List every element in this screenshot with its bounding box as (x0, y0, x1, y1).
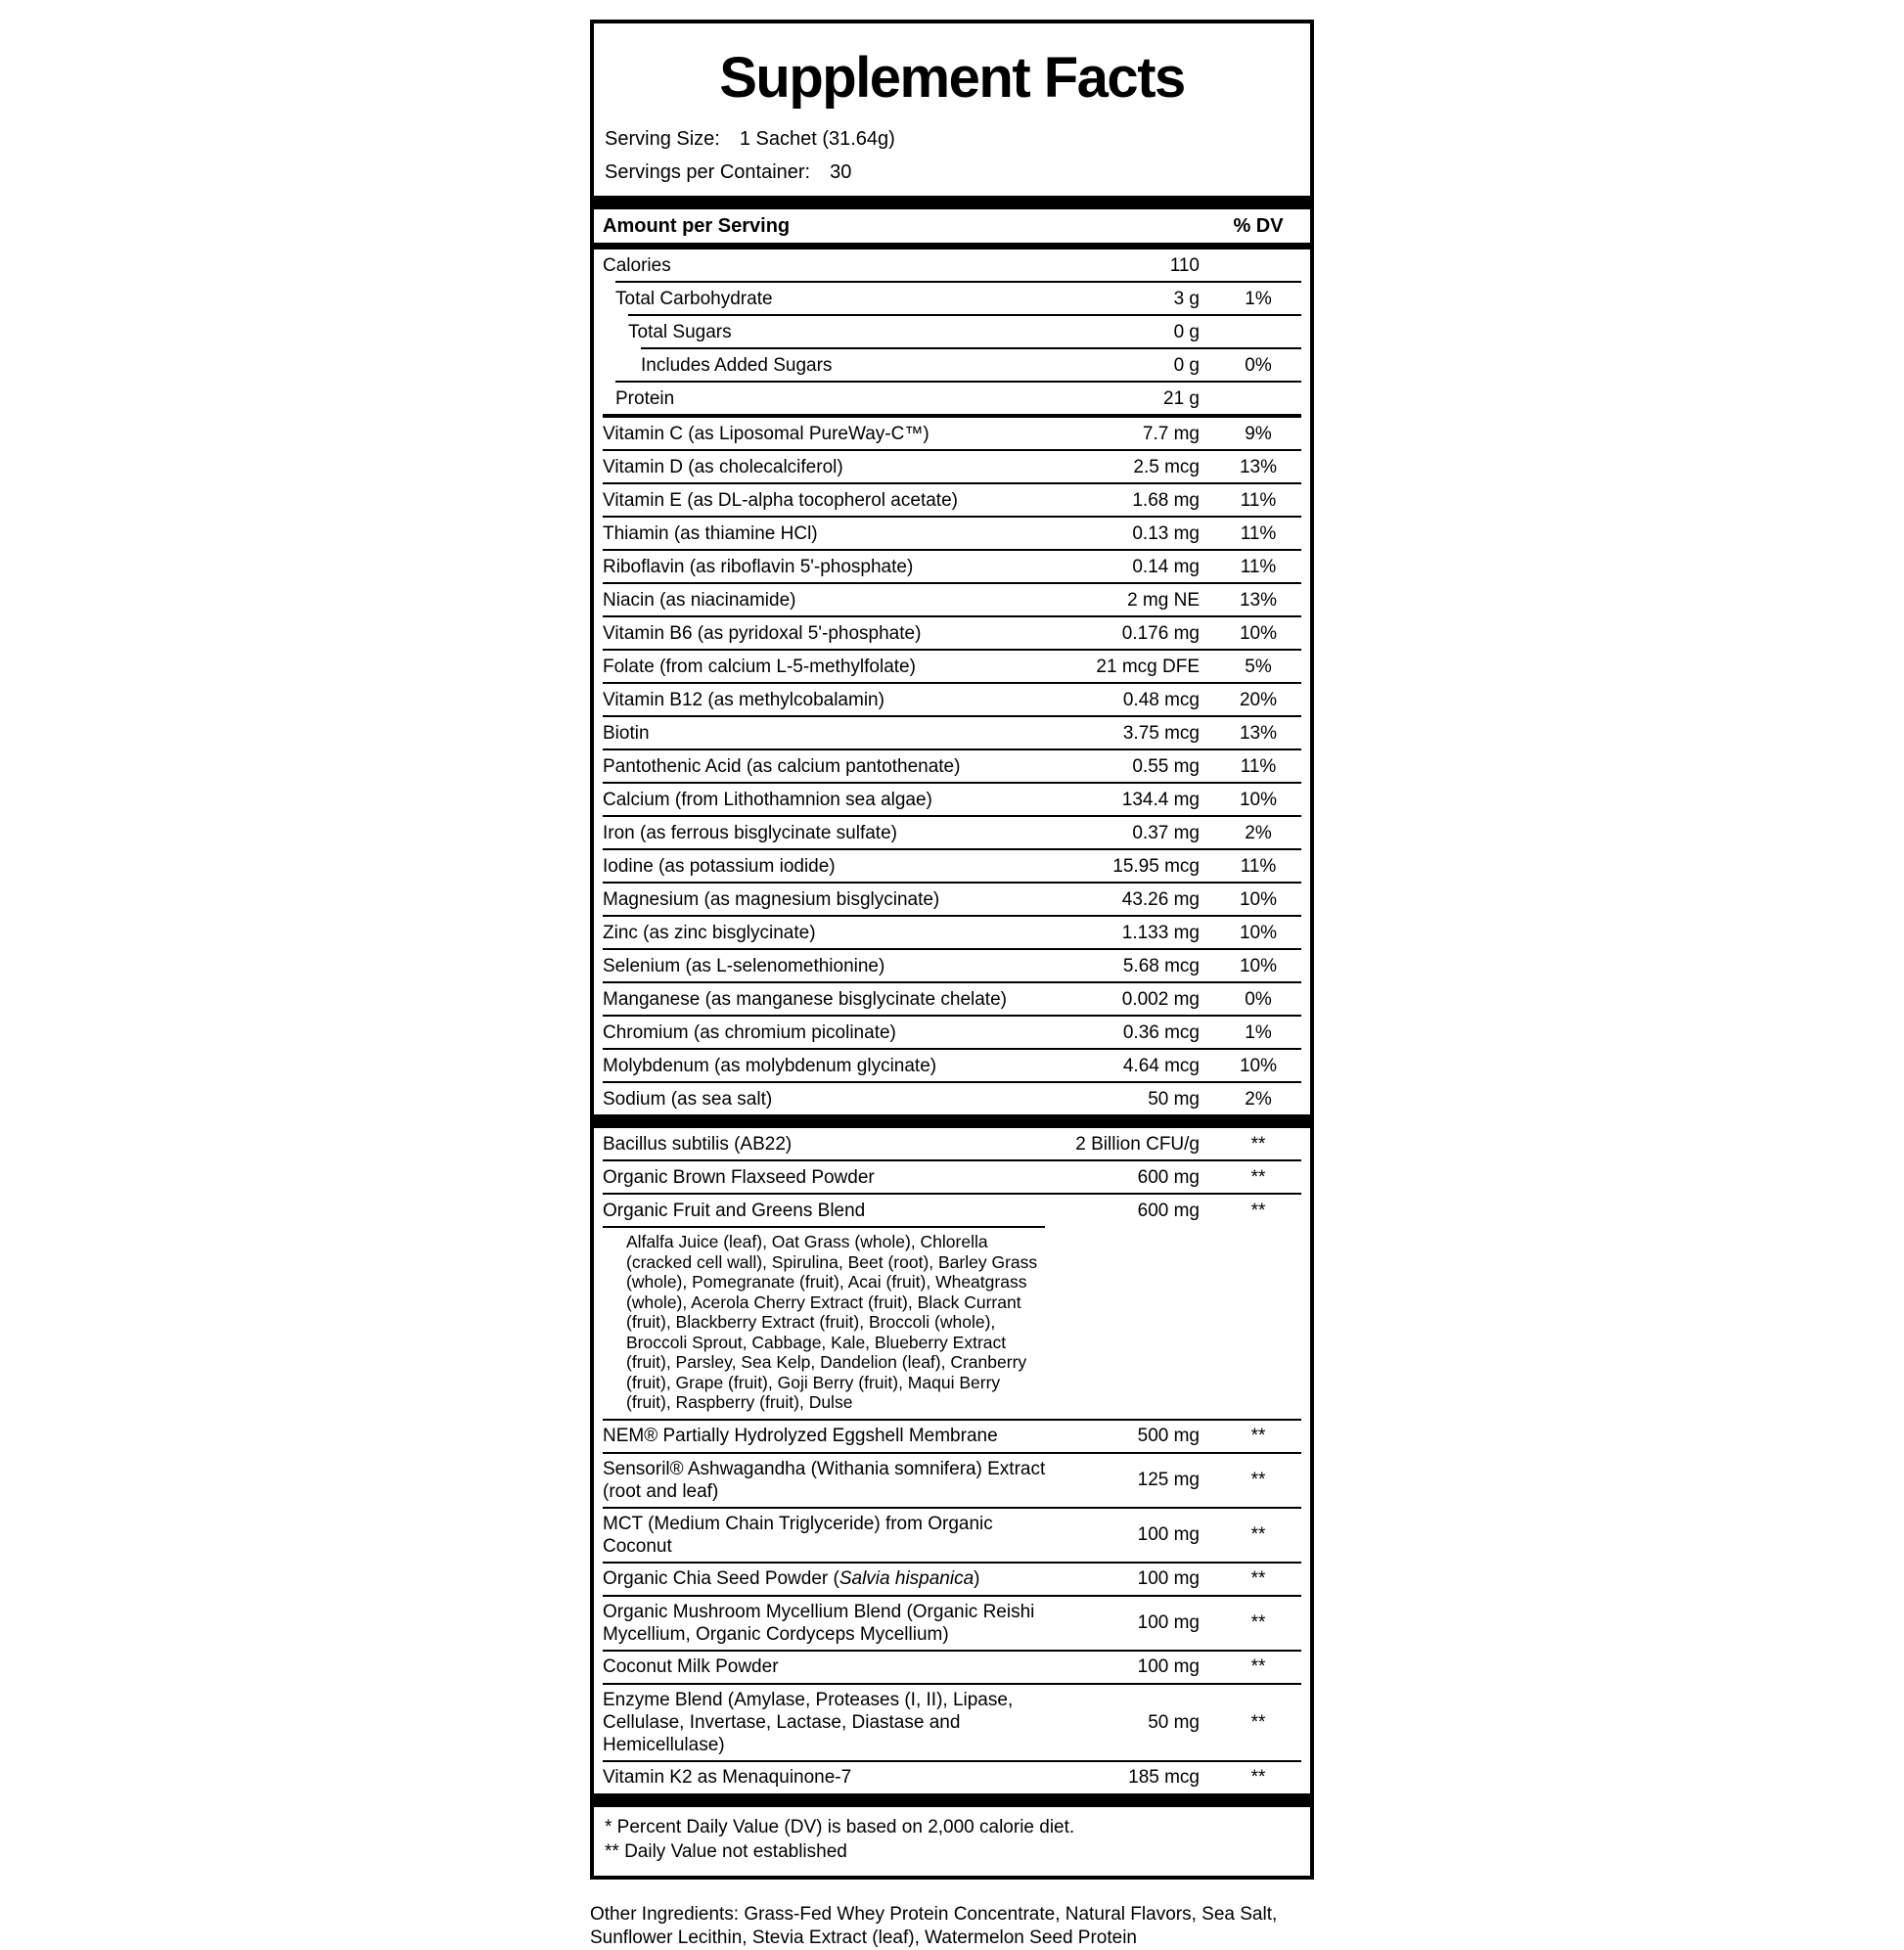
nutrient-amount: 0.48 mcg (1122, 689, 1200, 710)
nutrient-name: Pantothenic Acid (as calcium pantothenate) (603, 755, 961, 777)
panel-title: Supplement Facts (719, 46, 1185, 110)
nutrient-dv: 5% (1245, 656, 1272, 677)
table-header (603, 209, 1301, 243)
other-ingredients: Other Ingredients: Grass-Fed Whey Protein Concentrate, Natural Flavors, Sea Salt, Sunflower Lecithin, Stevia Extract (leaf), Watermelon Seed Protein (590, 1903, 1278, 1948)
amount-per-serving-header: Amount per Serving (603, 214, 791, 237)
nutrient-dv: ** (1250, 1767, 1266, 1788)
table-row (603, 249, 1301, 281)
nutrient-name: Protein (615, 387, 675, 409)
nutrient-dv: ** (1250, 1711, 1266, 1733)
separator-bar-header (594, 243, 1310, 249)
nutrient-dv: ** (1250, 1612, 1266, 1633)
table-row (628, 314, 1301, 347)
table-row (603, 1159, 1301, 1193)
nutrient-name: Coconut Milk Powder (603, 1656, 779, 1677)
table-row (603, 1015, 1301, 1048)
nutrient-name: Magnesium (as magnesium bisglycinate) (603, 888, 940, 910)
nutrient-amount: 4.64 mcg (1122, 1055, 1200, 1076)
nutrient-name: Thiamin (as thiamine HCl) (603, 522, 818, 544)
table-row (603, 1081, 1301, 1114)
nutrient-dv: 20% (1239, 689, 1278, 710)
nutrient-name: Organic Mushroom Mycellium Blend (Organic Reishi Mycellium, Organic Cordyceps Mycellium) (603, 1601, 1035, 1645)
separator-bar-top (594, 196, 1310, 209)
nutrient-amount: 1.133 mg (1121, 922, 1200, 943)
nutrient-name: NEM® Partially Hydrolyzed Eggshell Membrane (603, 1426, 998, 1446)
table-row (603, 682, 1301, 715)
nutrient-dv: 11% (1240, 755, 1277, 777)
nutrient-dv: 10% (1239, 789, 1278, 810)
serving-size-value: 1 Sachet (31.64g) (739, 128, 895, 150)
nutrient-amount: 0.002 mg (1121, 988, 1200, 1010)
nutrient-name: Niacin (as niacinamide) (603, 589, 796, 611)
nutrient-amount: 3 g (1173, 288, 1200, 309)
nutrient-amount: 100 mg (1137, 1568, 1200, 1589)
serving-size-label: Serving Size: (605, 128, 720, 150)
separator-bar-bottom (594, 1793, 1310, 1807)
nutrient-dv: 13% (1239, 456, 1278, 477)
table-row (603, 549, 1301, 582)
supplement-facts-panel (590, 20, 1314, 1880)
nutrient-dv: ** (1250, 1166, 1266, 1188)
table-row (603, 482, 1301, 516)
nutrient-dv: 10% (1239, 1055, 1278, 1076)
nutrient-amount: 7.7 mg (1142, 423, 1200, 444)
nutrient-amount: 100 mg (1137, 1656, 1200, 1677)
footnote-not-established: ** Daily Value not established (605, 1840, 847, 1862)
table-row (603, 715, 1301, 748)
nutrient-amount: 50 mg (1148, 1088, 1200, 1110)
nutrient-amount: 5.68 mcg (1122, 955, 1200, 976)
nutrient-name: Folate (from calcium L-5-methylfolate) (603, 656, 916, 677)
table-row (603, 1452, 1301, 1507)
percent-dv-header: % DV (1233, 214, 1284, 237)
table-row (603, 582, 1301, 615)
nutrient-dv: 11% (1240, 522, 1277, 544)
nutrient-name: Total Carbohydrate (615, 288, 773, 309)
servings-per-container-label: Servings per Container: (605, 161, 811, 183)
nutrient-amount: 134.4 mg (1121, 789, 1200, 810)
nutrient-amount: 125 mg (1137, 1470, 1200, 1490)
footnote-percent-dv: * Percent Daily Value (DV) is based on 2,000 calorie diet. (605, 1816, 1075, 1837)
nutrient-amount: 0 g (1173, 321, 1200, 342)
nutrient-dv: 13% (1239, 722, 1278, 744)
nutrient-dv: 11% (1240, 556, 1277, 577)
nutrient-name: Organic Brown Flaxseed Powder (603, 1166, 875, 1188)
nutrient-amount: 21 g (1163, 387, 1200, 409)
table-row (603, 1419, 1301, 1452)
nutrient-name: Sodium (as sea salt) (603, 1088, 773, 1110)
table-row (603, 782, 1301, 815)
table-row (603, 981, 1301, 1015)
nutrient-name: Organic Chia Seed Powder (Salvia hispanica) (603, 1568, 980, 1589)
nutrient-dv: 9% (1245, 423, 1272, 444)
nutrient-amount: 600 mg (1137, 1166, 1200, 1188)
nutrient-dv: 11% (1240, 855, 1277, 877)
nutrient-amount: 0.13 mg (1132, 522, 1200, 544)
nutrient-name: Bacillus subtilis (AB22) (603, 1133, 793, 1155)
table-row (603, 1128, 1301, 1159)
table-row (603, 414, 1301, 449)
nutrient-dv: 0% (1245, 988, 1272, 1010)
blend-ingredients-paragraph: Alfalfa Juice (leaf), Oat Grass (whole), Chlorella (cracked cell wall), Spirulina, Beet (root), Barley Grass (whole), Pomegranate (fruit), Acai (fruit), Wheatgrass (whole), Acerola Cherry Extract (fruit), Black Currant (fruit), Blackberry Extract (fruit), Broccoli (whole), Broccoli Sprout, Cabbage, Kale, Blueberry Extract (fruit), Parsley, Sea Kelp, Dandelion (leaf), Cranberry (fruit), Grape (fruit), Goji Berry (fruit), Maqui Berry (fruit), Raspberry (fruit), Dulse (603, 1226, 1045, 1419)
nutrient-name: Vitamin E (as DL-alpha tocopherol acetate) (603, 489, 958, 511)
nutrient-amount: 500 mg (1137, 1426, 1200, 1446)
nutrient-name: Calcium (from Lithothamnion sea algae) (603, 789, 932, 810)
nutrient-name: Enzyme Blend (Amylase, Proteases (I, II), Lipase, Cellulase, Invertase, Lactase, Diastase and Hemicellulase) (603, 1689, 1014, 1755)
nutrient-name: Organic Fruit and Greens Blend (603, 1200, 866, 1221)
nutrient-dv: 1% (1245, 288, 1272, 309)
table-row (603, 615, 1301, 649)
separator-bar-mid (594, 1114, 1310, 1128)
nutrient-dv: 10% (1239, 922, 1278, 943)
nutrient-name: Calories (603, 254, 671, 276)
nutrient-name: Includes Added Sugars (641, 354, 833, 376)
nutrient-name: Sensoril® Ashwagandha (Withania somnifera) Extract (root and leaf) (603, 1458, 1046, 1502)
nutrient-dv: 1% (1245, 1021, 1272, 1043)
nutrient-amount: 2.5 mcg (1133, 456, 1200, 477)
nutrient-name: Iron (as ferrous bisglycinate sulfate) (603, 822, 897, 843)
servings-per-container-value: 30 (830, 161, 852, 183)
nutrient-name: Vitamin C (as Liposomal PureWay-C™) (603, 423, 929, 444)
nutrient-dv: 10% (1239, 622, 1278, 644)
table-row (641, 347, 1301, 381)
table-row (603, 1507, 1301, 1562)
nutrient-amount: 15.95 mcg (1112, 855, 1200, 877)
nutrient-amount: 0.37 mg (1132, 822, 1200, 843)
nutrient-amount: 100 mg (1137, 1524, 1200, 1545)
nutrient-amount: 0 g (1173, 354, 1200, 376)
footnotes (603, 1807, 1301, 1876)
nutrient-dv: ** (1250, 1524, 1266, 1545)
nutrient-amount: 50 mg (1148, 1711, 1200, 1733)
nutrient-amount: 43.26 mg (1121, 888, 1200, 910)
nutrient-name: Zinc (as zinc bisglycinate) (603, 922, 816, 943)
nutrient-name: Vitamin D (as cholecalciferol) (603, 456, 843, 477)
table-row (603, 748, 1301, 782)
nutrient-dv: 11% (1240, 489, 1277, 511)
nutrient-amount: 0.36 mcg (1122, 1021, 1200, 1043)
table-row (603, 1193, 1301, 1226)
table-row (603, 948, 1301, 981)
table-row (603, 1760, 1301, 1793)
table-row (603, 1683, 1301, 1760)
nutrient-amount: 110 (1169, 254, 1200, 276)
nutrient-amount: 0.55 mg (1132, 755, 1200, 777)
table-row (603, 1650, 1301, 1683)
nutrient-dv: ** (1250, 1133, 1266, 1155)
label-column (590, 0, 1314, 1950)
table-row (603, 882, 1301, 915)
nutrient-name: Biotin (603, 722, 650, 744)
table-row (603, 449, 1301, 482)
nutrient-name: Chromium (as chromium picolinate) (603, 1021, 896, 1043)
nutrient-amount: 1.68 mg (1132, 489, 1200, 511)
table-row (603, 815, 1301, 848)
serving-size-line (603, 122, 1301, 156)
nutrient-dv: ** (1250, 1470, 1266, 1490)
table-row (603, 915, 1301, 948)
nutrient-amount: 2 mg NE (1127, 589, 1200, 611)
nutrient-dv: 13% (1239, 589, 1278, 611)
table-row (603, 649, 1301, 682)
servings-per-container-line (603, 156, 1301, 189)
table-row (603, 1048, 1301, 1081)
nutrient-name: Vitamin B6 (as pyridoxal 5'-phosphate) (603, 622, 922, 644)
nutrient-amount: 185 mcg (1128, 1767, 1200, 1788)
nutrient-dv: 10% (1239, 888, 1278, 910)
nutrient-dv: ** (1250, 1656, 1266, 1677)
table-row (603, 1562, 1301, 1595)
table-row (603, 848, 1301, 882)
nutrient-name: Iodine (as potassium iodide) (603, 855, 836, 877)
nutrient-dv: ** (1250, 1200, 1266, 1221)
table-row (603, 516, 1301, 549)
nutrient-amount: 100 mg (1137, 1612, 1200, 1633)
nutrient-name: Vitamin K2 as Menaquinone-7 (603, 1767, 852, 1788)
nutrient-name: Total Sugars (628, 321, 732, 342)
nutrient-amount: 0.176 mg (1121, 622, 1200, 644)
nutrient-dv: 10% (1239, 955, 1278, 976)
nutrient-dv: 0% (1245, 354, 1272, 376)
nutrient-table (603, 249, 1301, 1793)
nutrient-amount: 600 mg (1137, 1200, 1200, 1221)
nutrient-dv: ** (1250, 1568, 1266, 1589)
nutrient-dv: 2% (1245, 1088, 1272, 1110)
nutrient-name: Manganese (as manganese bisglycinate chelate) (603, 988, 1007, 1010)
nutrient-dv: 2% (1245, 822, 1272, 843)
nutrient-name: Riboflavin (as riboflavin 5'-phosphate) (603, 556, 914, 577)
table-row (615, 381, 1301, 414)
nutrient-name: Vitamin B12 (as methylcobalamin) (603, 689, 884, 710)
nutrient-amount: 21 mcg DFE (1096, 656, 1200, 677)
nutrient-amount: 3.75 mcg (1122, 722, 1200, 744)
table-row (603, 1595, 1301, 1650)
table-row (615, 281, 1301, 314)
nutrient-name: Selenium (as L-selenomethionine) (603, 955, 885, 976)
nutrient-amount: 0.14 mg (1132, 556, 1200, 577)
nutrient-name: Molybdenum (as molybdenum glycinate) (603, 1055, 937, 1076)
nutrient-amount: 2 Billion CFU/g (1075, 1133, 1200, 1155)
nutrient-dv: ** (1250, 1426, 1266, 1446)
nutrient-name: MCT (Medium Chain Triglyceride) from Organic Coconut (603, 1513, 993, 1557)
